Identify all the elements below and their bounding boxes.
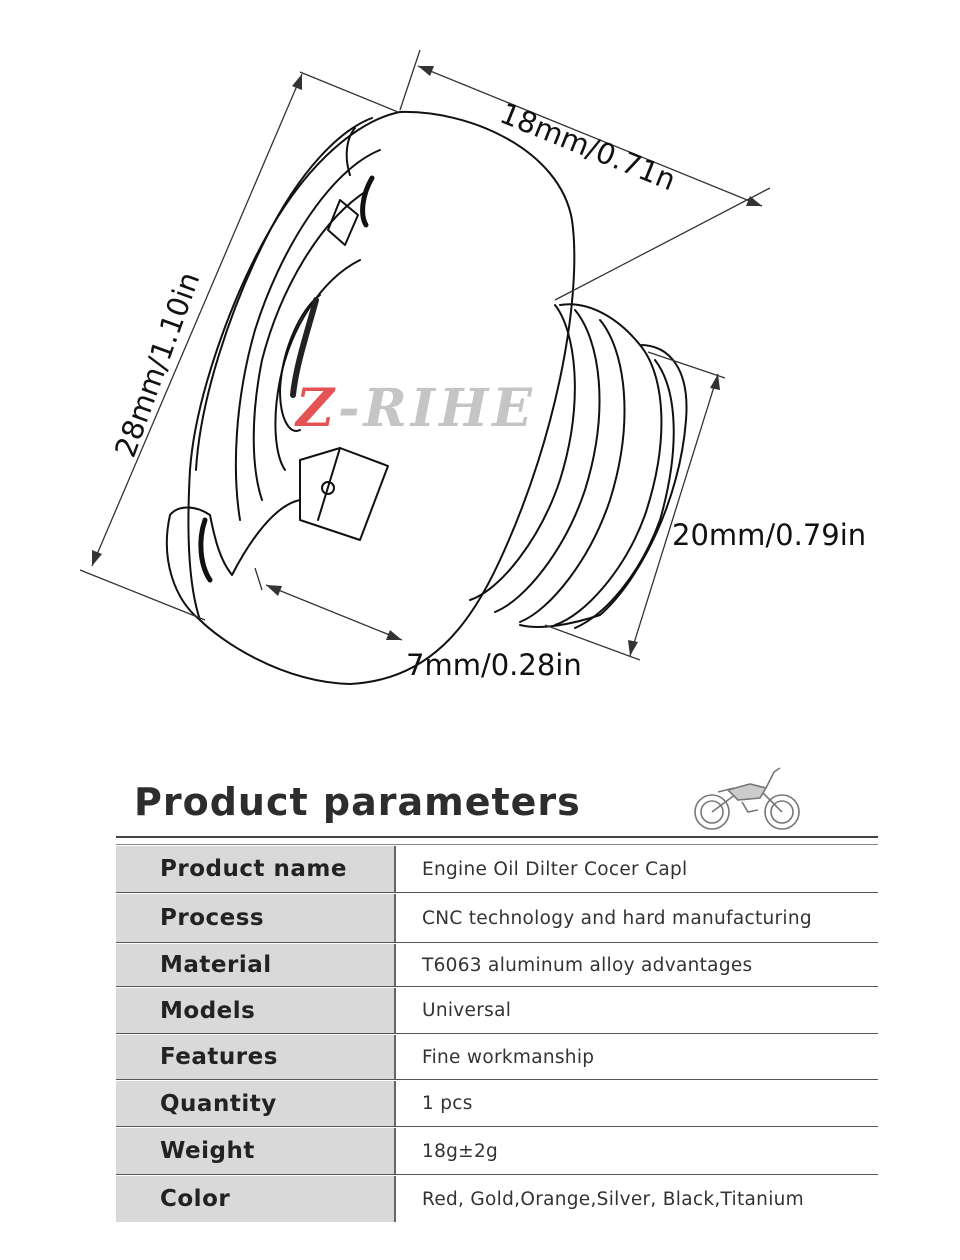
brand-watermark: Z-RIHE [296, 378, 536, 439]
dimension-label-top: 18mm/0.71n [495, 96, 681, 198]
table-row [116, 988, 878, 1034]
row-label: Material [116, 944, 394, 986]
product-parameters-title: Product parameters [134, 780, 581, 824]
row-value: 1 pcs [396, 1081, 878, 1126]
row-label: Features [116, 1035, 394, 1079]
table-row [116, 1176, 878, 1222]
row-value: Red, Gold,Orange,Silver, Black,Titanium [396, 1176, 878, 1222]
row-label: Weight [116, 1128, 394, 1174]
product-parameters-table [116, 836, 878, 1222]
row-value: 18g±2g [396, 1128, 878, 1174]
row-label: Quantity [116, 1081, 394, 1126]
table-row [116, 894, 878, 943]
row-label: Product name [116, 846, 394, 892]
row-label: Models [116, 988, 394, 1033]
thread-outline [520, 304, 687, 627]
cap-tab [300, 448, 388, 540]
row-value: T6063 aluminum alloy advantages [396, 944, 878, 986]
table-row [116, 1128, 878, 1175]
row-label: Process [116, 894, 394, 942]
row-value: Universal [396, 988, 878, 1033]
table-top-rule-thin [116, 844, 878, 845]
table-row [116, 846, 878, 893]
table-top-rule [116, 836, 878, 838]
dimension-label-left: 28mm/1.10in [108, 267, 207, 462]
dimension-label-bottom: 7mm/0.28in [406, 648, 582, 682]
row-label: Color [116, 1176, 394, 1222]
motorcycle-icon [688, 758, 806, 836]
row-value: Fine workmanship [396, 1035, 878, 1079]
dimension-label-right: 20mm/0.79in [672, 518, 867, 552]
table-row [116, 1081, 878, 1127]
row-value: Engine Oil Dilter Cocer Capl [396, 846, 878, 892]
row-value: CNC technology and hard manufacturing [396, 894, 878, 942]
table-row [116, 1035, 878, 1080]
table-row [116, 944, 878, 987]
